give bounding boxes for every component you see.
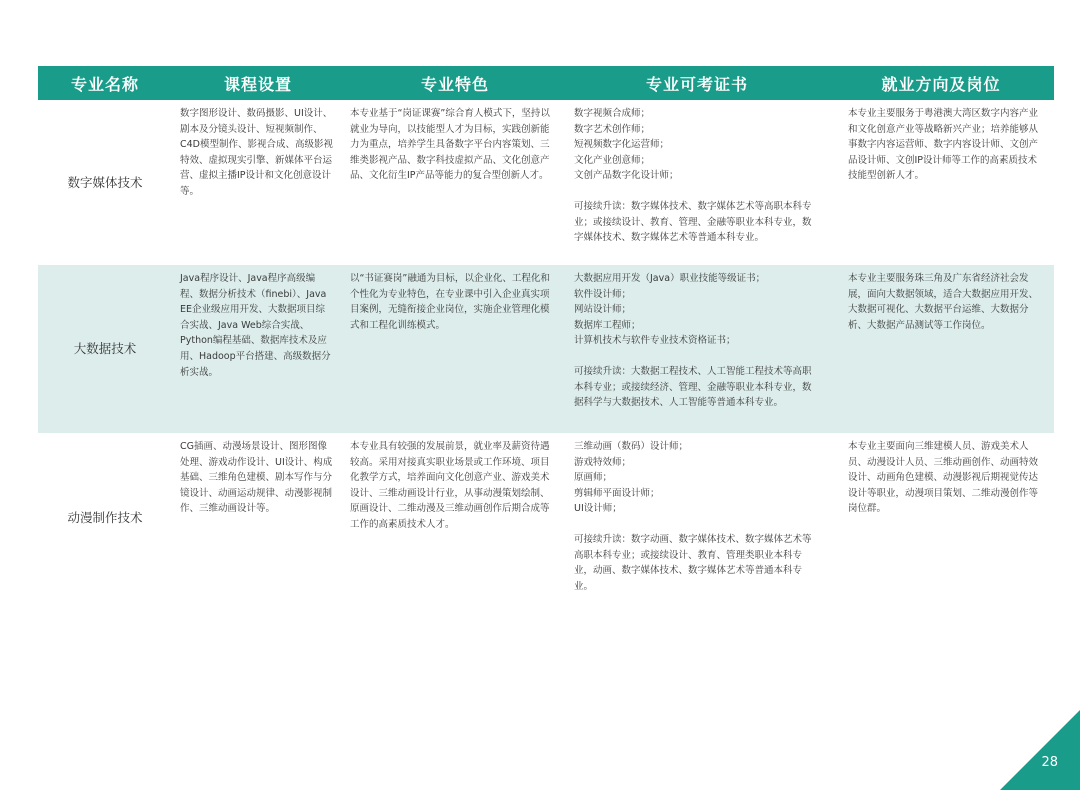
features-cell: 本专业基于“岗证课赛”综合育人模式下，坚持以就业为导向，以技能型人才为目标，实践创新能力为重点，培养学生具备数字平台内容策划、三维类影视产品、数字科技虚拟产品、文化创意产品、文化衍生IP产品等能力的复合型创新人才。 bbox=[350, 108, 550, 182]
major-name: 大数据技术 bbox=[73, 341, 137, 357]
header-courses: 课程设置 bbox=[223, 74, 292, 94]
certificate-list: 数字视频合成师； 数字艺术创作师； 短视频数字化运营师； 文化产业创意师； 文创产品数字化设计师； bbox=[574, 108, 679, 182]
certificate-list: 三维动画（数码）设计师； 游戏特效师； 原画师； 剪辑师平面设计师； UI设计师； bbox=[574, 441, 689, 515]
header-certificates: 专业可考证书 bbox=[645, 74, 748, 94]
header-jobs: 就业方向及岗位 bbox=[881, 74, 1001, 94]
header-features: 专业特色 bbox=[420, 74, 489, 94]
certificates-cell bbox=[566, 100, 828, 265]
features-cell: 以“书证赛岗”融通为目标，以企业化、工程化和个性化为专业特色，在专业课中引入企业真实项目案例，无缝衔接企业岗位，实施企业管理化模式和工程化训练模式。 bbox=[350, 273, 550, 331]
table-row bbox=[38, 100, 1054, 265]
further-study: 可接续升读：数字媒体技术、数字媒体艺术等高职本科专业；或接续设计、教育、管理、金融等职业本科专业，数字媒体技术、数字媒体艺术等普通本科专业。 bbox=[574, 200, 812, 244]
further-study: 可接续升读：大数据工程技术、人工智能工程技术等高职本科专业；或接续经济、管理、金融等职业本科专业，数据科学与大数据技术、人工智能等普通本科专业。 bbox=[574, 365, 812, 409]
page-corner-decoration bbox=[1000, 710, 1080, 790]
program-table bbox=[38, 66, 1054, 603]
major-name: 动漫制作技术 bbox=[67, 510, 143, 526]
jobs-cell: 本专业主要服务于粤港澳大湾区数字内容产业和文化创意产业等战略新兴产业；培养能够从事数字内容运营师、数字内容设计师、文创产品设计师、文创IP设计师等工作的高素质技术技能型创新人才。 bbox=[848, 108, 1039, 182]
courses-cell: 数字图形设计、数码摄影、UI设计、剧本及分镜头设计、短视频制作、C4D模型制作、影视合成、高级影视特效、虚拟现实引擎、新媒体平台运营、虚拟主播IP设计和文化创意设计等。 bbox=[180, 108, 333, 197]
major-name: 数字媒体技术 bbox=[67, 174, 143, 190]
courses-cell: CG插画、动漫场景设计、图形图像处理、游戏动作设计、UI设计、构成基础、三维角色建模、剧本写作与分镜设计、动画运动规律、动漫影视制作、三维动画设计等。 bbox=[180, 441, 333, 515]
features-cell: 本专业具有较强的发展前景，就业率及薪资待遇较高。采用对接真实职业场景或工作环境、项目化教学方式，培养面向文化创意产业、游戏美术设计、三维动画设计行业，从事动漫策划绘制、原画设计、二维动漫及三维动画创作后期合成等工作的高素质技术人才。 bbox=[350, 441, 550, 530]
table-row bbox=[38, 433, 1054, 603]
jobs-cell: 本专业主要服务珠三角及广东省经济社会发展，面向大数据领域，适合大数据应用开发、大数据可视化、大数据平台运维、大数据分析、大数据产品测试等工作岗位。 bbox=[848, 273, 1039, 331]
jobs-cell: 本专业主要面向三维建模人员、游戏美术人员、动漫设计人员、三维动画创作、动画特效设计、动画角色建模、动漫影视后期视觉传达设计等职业，动漫项目策划、二维动漫创作等岗位群。 bbox=[848, 441, 1039, 515]
certificate-list: 大数据应用开发（Java）职业技能等级证书； 软件设计师； 网站设计师； 数据库工程师； 计算机技术与软件专业技术资格证书； bbox=[574, 273, 766, 347]
courses-cell: Java程序设计、Java程序高级编程、数据分析技术（finebi）、Java EE企业级应用开发、大数据项目综合实战、Java Web综合实战、Python编程基础、数据库技术及应用、Hadoop平台搭建、高级数据分析实战。 bbox=[180, 273, 331, 378]
header-major-name: 专业名称 bbox=[70, 74, 139, 94]
certificates-cell bbox=[566, 265, 828, 433]
page-number: 28 bbox=[1041, 755, 1058, 770]
table-header bbox=[38, 66, 1054, 100]
further-study: 可接续升读：数字动画、数字媒体技术、数字媒体艺术等高职本科专业；或接续设计、教育、管理类职业本科专业，动画、数字媒体技术、数字媒体艺术等普通本科专业。 bbox=[574, 533, 812, 592]
certificates-cell bbox=[566, 433, 828, 603]
table-row bbox=[38, 265, 1054, 433]
